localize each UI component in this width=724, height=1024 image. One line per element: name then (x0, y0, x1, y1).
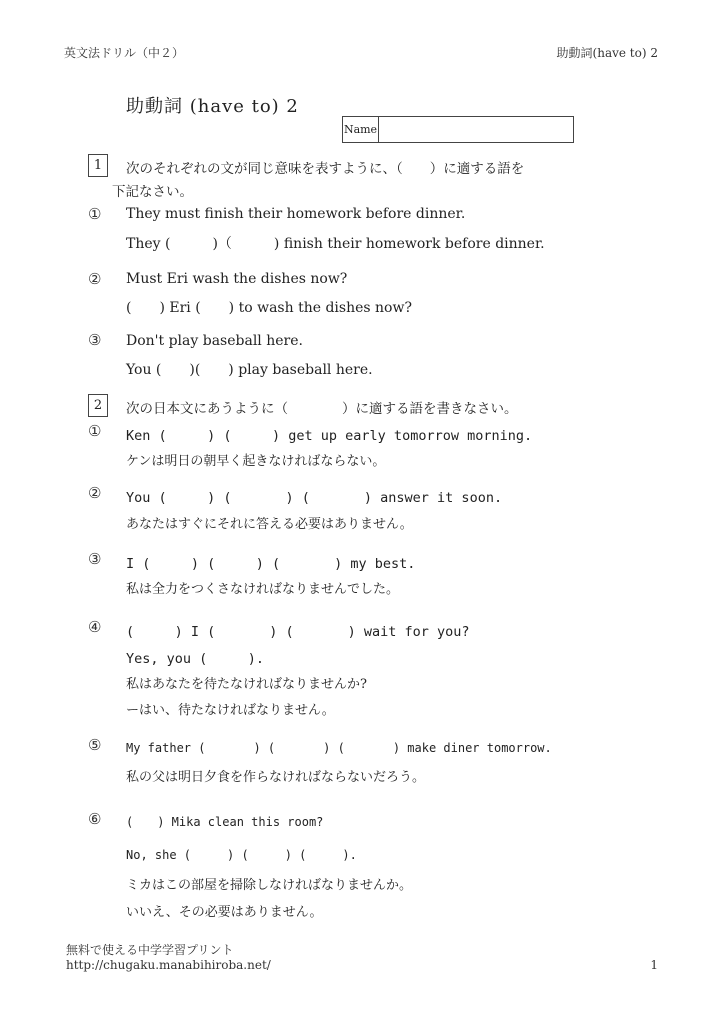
s2-q4-japanese-answer: ーはい、待たなければなりません。 (126, 703, 335, 718)
s2-q3-english: I ( ) ( ) ( ) my best. (126, 556, 416, 572)
s2-q1-english: Ken ( ) ( ) get up early tomorrow morning. (126, 428, 533, 444)
s2-q6-japanese-answer: いいえ、その必要はありません。 (126, 905, 323, 920)
s1-q2-sentence: Must Eri wash the dishes now? (126, 271, 348, 287)
s2-q2-english: You ( ) ( ) ( ) answer it soon. (126, 490, 503, 506)
s2-q6-japanese: ミカはこの部屋を掃除しなければなりませんか。 (126, 878, 413, 893)
s2-q4-english: ( ) I ( ) ( ) wait for you? (126, 624, 470, 640)
s2-q1-number: ① (88, 422, 102, 440)
s2-q4-number: ④ (88, 618, 102, 636)
footer-url[interactable]: http://chugaku.manabihiroba.net/ (66, 958, 271, 972)
s1-q2-number: ② (88, 270, 102, 288)
footer-site-name: 無料で使える中学学習プリント (66, 943, 234, 957)
s2-q5-japanese: 私の父は明日夕食を作らなければならないだろう。 (126, 770, 426, 785)
s2-q2-number: ② (88, 484, 102, 502)
name-field[interactable] (379, 117, 573, 142)
s2-q6-english: ( ) Mika clean this room? (126, 815, 324, 829)
s1-q3-answer-line: You ( )( ) play baseball here. (126, 362, 373, 378)
name-box (342, 116, 574, 143)
s1-q2-answer-line: ( ) Eri ( ) to wash the dishes now? (126, 300, 412, 316)
section-1-instruction: 次のそれぞれの文が同じ意味を表すように、（ ）に適する語を (126, 161, 525, 177)
s2-q3-number: ③ (88, 550, 102, 568)
s2-q4-japanese: 私はあなたを待たなければなりませんか? (126, 677, 367, 692)
s2-q4-english-answer: Yes, you ( ). (126, 651, 265, 667)
section-1-number: 1 (88, 154, 108, 177)
s1-q1-number: ① (88, 205, 102, 223)
header-left: 英文法ドリル（中２） (64, 46, 185, 60)
page-title: 助動詞 (have to) 2 (126, 96, 299, 117)
section-2-number: 2 (88, 394, 108, 417)
s2-q1-japanese: ケンは明日の朝早く起きなければならない。 (126, 454, 386, 469)
s2-q3-japanese: 私は全力をつくさなければなりませんでした。 (126, 582, 400, 597)
s1-q3-sentence: Don't play baseball here. (126, 333, 303, 349)
s1-q3-number: ③ (88, 331, 102, 349)
s2-q6-english-answer: No, she ( ) ( ) ( ). (126, 848, 357, 862)
header-right: 助動詞(have to) 2 (556, 46, 658, 60)
s1-q1-answer-line: They ( )（ ) finish their homework before dinner. (126, 236, 545, 252)
s2-q5-number: ⑤ (88, 736, 102, 754)
s2-q2-japanese: あなたはすぐにそれに答える必要はありません。 (126, 517, 413, 532)
s2-q5-english: My father ( ) ( ) ( ) make diner tomorrow. (126, 741, 552, 755)
name-label: Name (343, 117, 379, 142)
s1-q1-sentence: They must finish their homework before dinner. (126, 206, 466, 222)
s2-q6-number: ⑥ (88, 810, 102, 828)
section-2-instruction: 次の日本文にあうように（ ）に適する語を書きなさい。 (126, 401, 518, 417)
page-number: 1 (650, 958, 658, 972)
section-1-instruction-cont: 下記なさい。 (112, 184, 193, 200)
